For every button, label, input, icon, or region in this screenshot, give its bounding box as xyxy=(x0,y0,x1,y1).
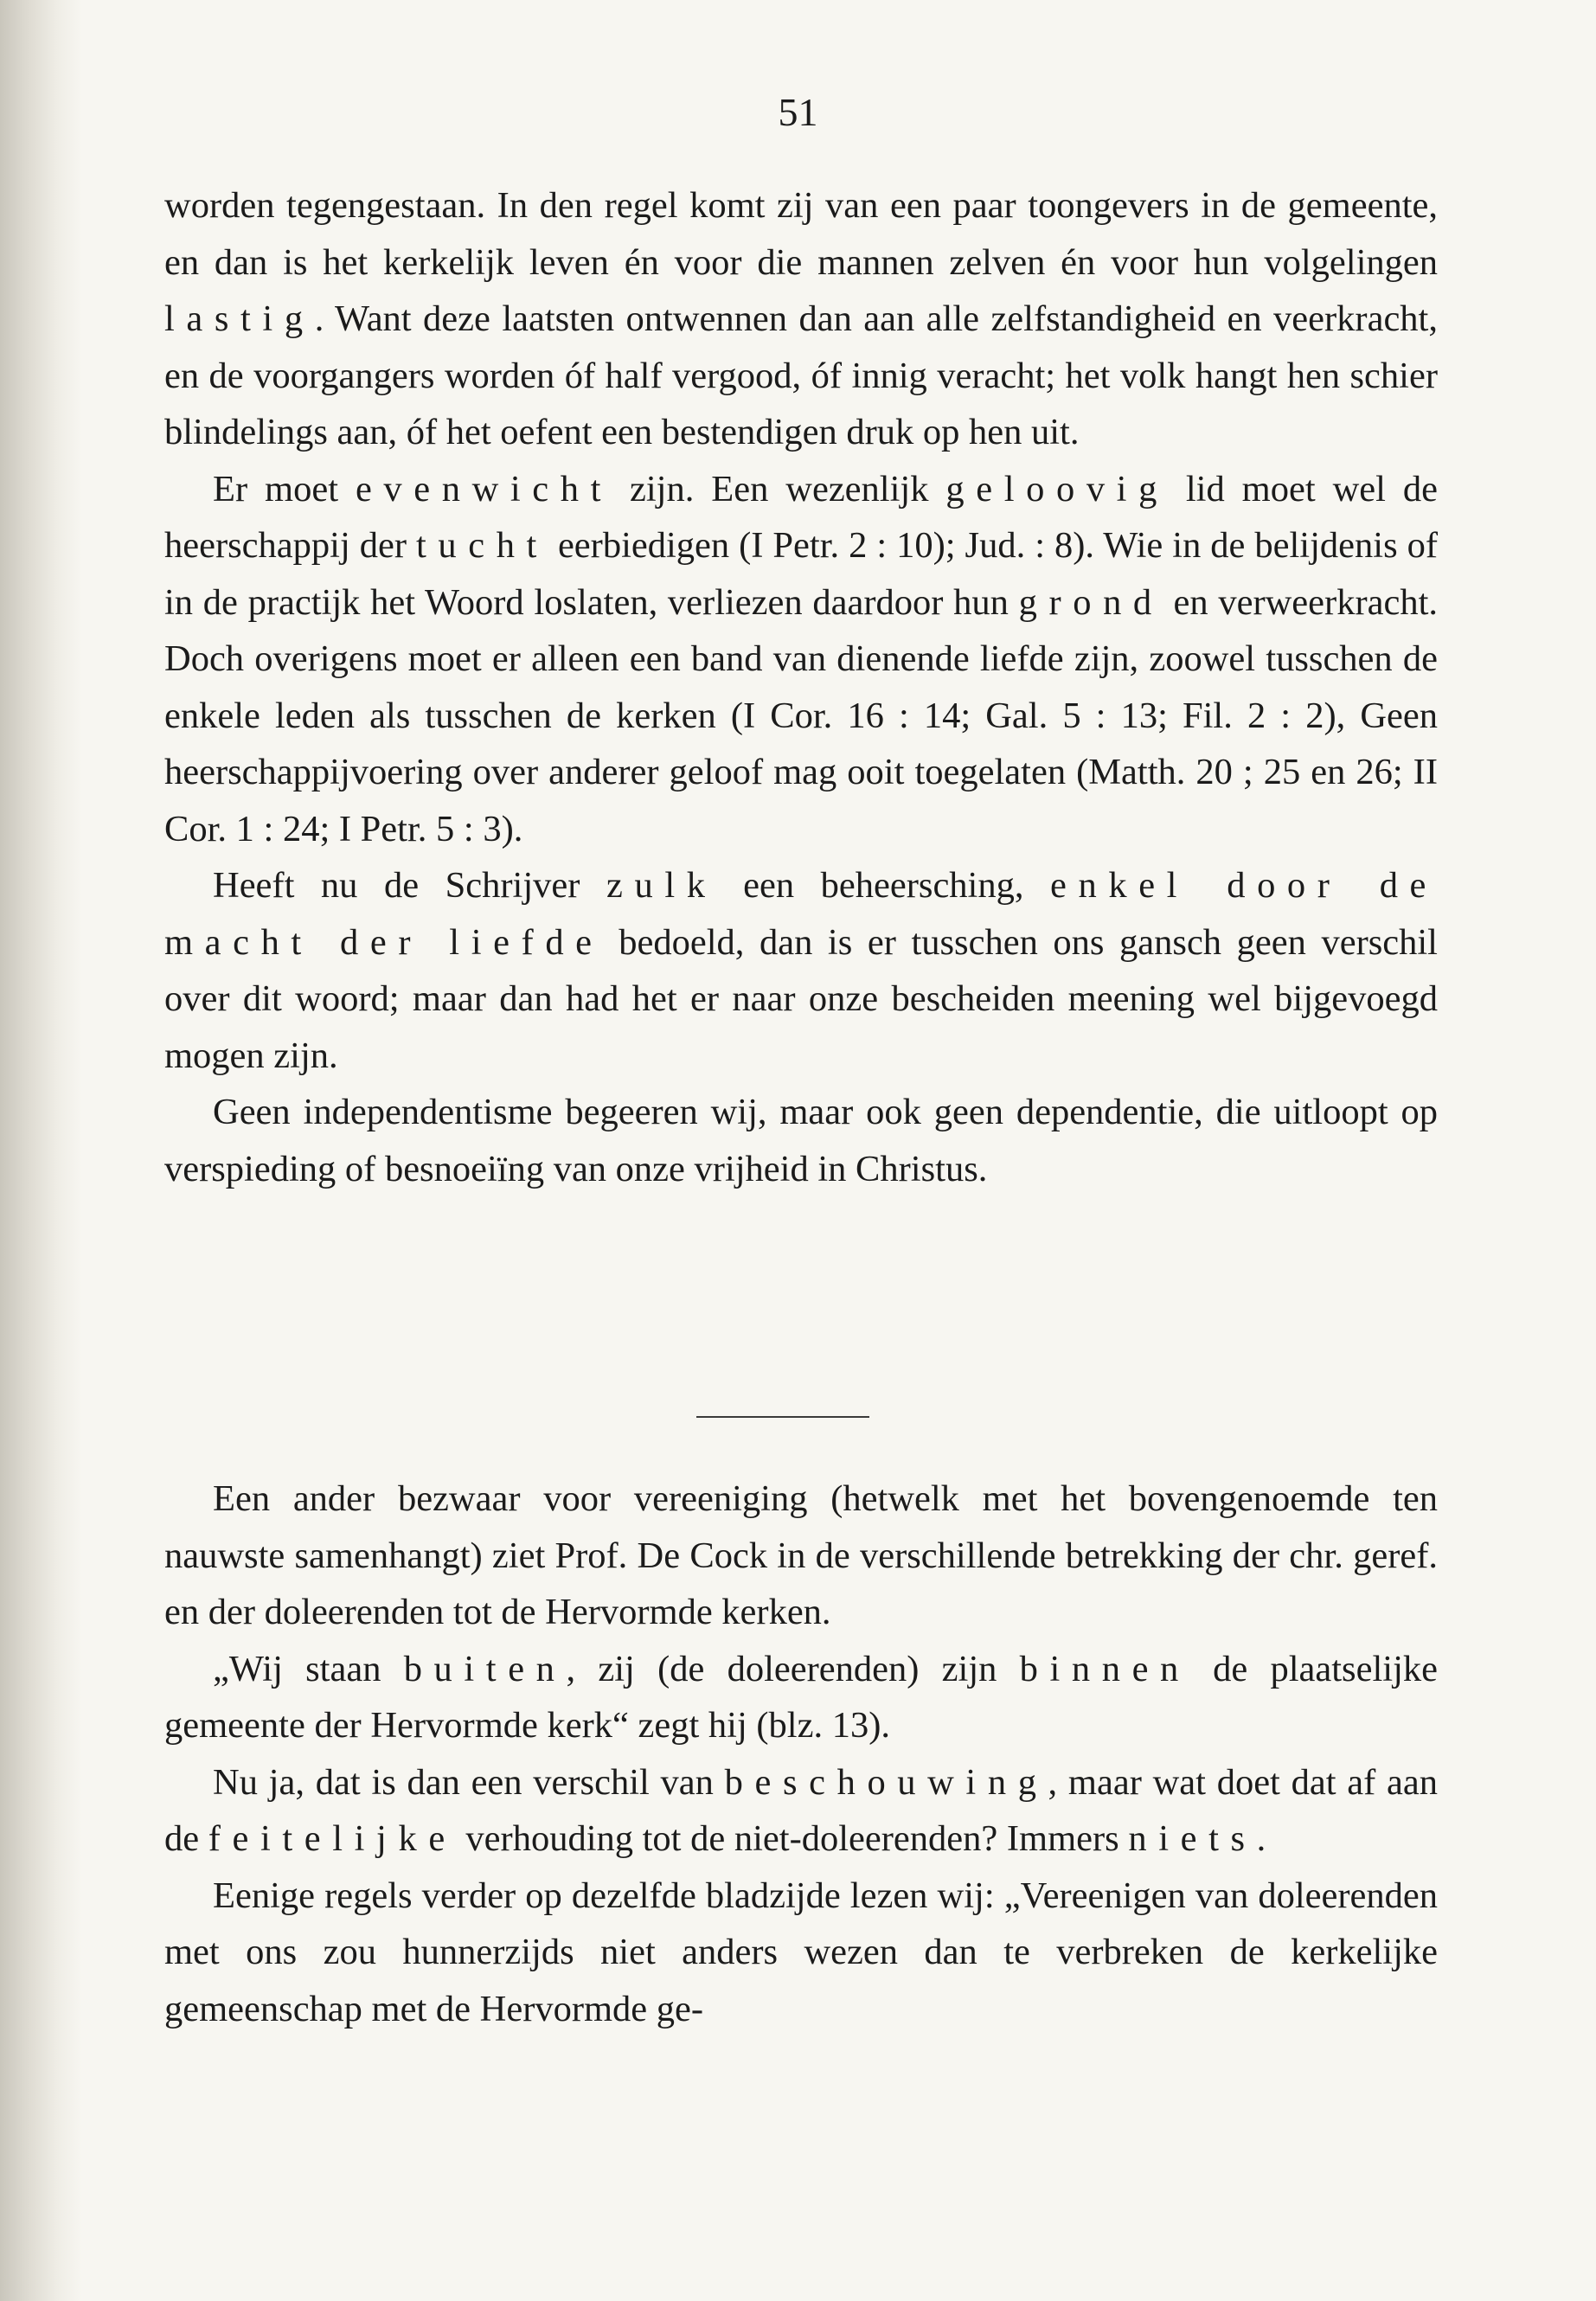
paragraph-6: „Wij staan buiten, zij (de doleerenden) zijn binnen de plaatselijke gemeente der Hervormde kerk“ zegt hij (blz. 13). xyxy=(164,1648,1438,1746)
text-section-2 xyxy=(164,1471,1438,2037)
paragraph-4: Geen independentisme begeeren wij, maar ook geen dependentie, die uitloopt op verspieding of besnoeiïng van onze vrijheid in Christus. xyxy=(164,1092,1438,1189)
text-section-1 xyxy=(164,177,1438,1197)
spaced-emphasis: enkel door de macht der liefde xyxy=(164,865,1439,963)
spaced-emphasis: beschouwing xyxy=(724,1761,1048,1803)
spaced-emphasis: buiten xyxy=(403,1648,567,1689)
paragraph-3: Heeft nu de Schrijver zulk een beheersching, enkel door de macht der liefde bedoeld, dan is er tusschen ons gansch geen verschil over dit woord; maar dan had het er naar onze bescheiden meening wel bijgevoegd mogen zijn. xyxy=(164,865,1439,1076)
paragraph-1: worden tegengestaan. In den regel komt zij van een paar toongevers in de gemeente, en dan is het kerkelijk leven én voor die mannen zelven én voor hun volgelingen lastig. Want deze laatsten ontwennen dan aan alle zelfstandigheid en veerkracht, en de voorgangers worden óf half vergood, óf innig veracht; het volk hangt hen schier blindelings aan, óf het oefent een bestendigen druk op hen uit. xyxy=(164,185,1438,452)
spaced-emphasis: geloovig xyxy=(945,468,1169,510)
spaced-emphasis: lastig xyxy=(164,298,315,339)
spaced-emphasis: feitelijke xyxy=(208,1818,457,1859)
spaced-emphasis: niets xyxy=(1128,1818,1257,1859)
spaced-emphasis: tucht xyxy=(415,525,548,566)
paragraph-8: Eenige regels verder op dezelfde bladzijde lezen wij: „Vereenigen van doleerenden met ons zou hunnerzijds niet anders wezen dan te verbreken de kerkelijke gemeenschap met de Hervormde ge- xyxy=(164,1875,1438,2029)
page-number: 51 xyxy=(778,90,818,134)
section-divider xyxy=(696,1416,869,1418)
scan-shadow-edge xyxy=(0,0,82,2301)
paragraph-2: Er moet evenwicht zijn. Een wezenlijk geloovig lid moet wel de heerschappij der tucht eerbiedigen (I Petr. 2 : 10); Jud. : 8). Wie in de belijdenis of in de practijk het Woord loslaten, verliezen daardoor hun grond en verweerkracht. Doch overigens moet er alleen een band van dienende liefde zijn, zoowel tusschen de enkele leden als tusschen de kerken (I Cor. 16 : 14; Gal. 5 : 13; Fil. 2 : 2), Geen heerschappijvoering over anderer geloof mag ooit toegelaten (Matth. 20 ; 25 en 26; II Cor. 1 : 24; I Petr. 5 : 3). xyxy=(164,468,1439,849)
spaced-emphasis: binnen xyxy=(1019,1648,1190,1689)
spaced-emphasis: zulk xyxy=(606,865,717,906)
paragraph-7: Nu ja, dat is dan een verschil van beschouwing, maar wat doet dat af aan de feitelijke verhouding tot de niet-doleerenden? Immers niets. xyxy=(164,1761,1438,1859)
spaced-emphasis: grond xyxy=(1018,581,1163,623)
spaced-emphasis: evenwicht xyxy=(355,468,613,510)
paragraph-5: Een ander bezwaar voor vereeniging (hetwelk met het bovengenoemde ten nauwste samenhangt) ziet Prof. De Cock in de verschillende betrekking der chr. geref. en der doleerenden tot de Hervormde kerken. xyxy=(164,1478,1438,1632)
